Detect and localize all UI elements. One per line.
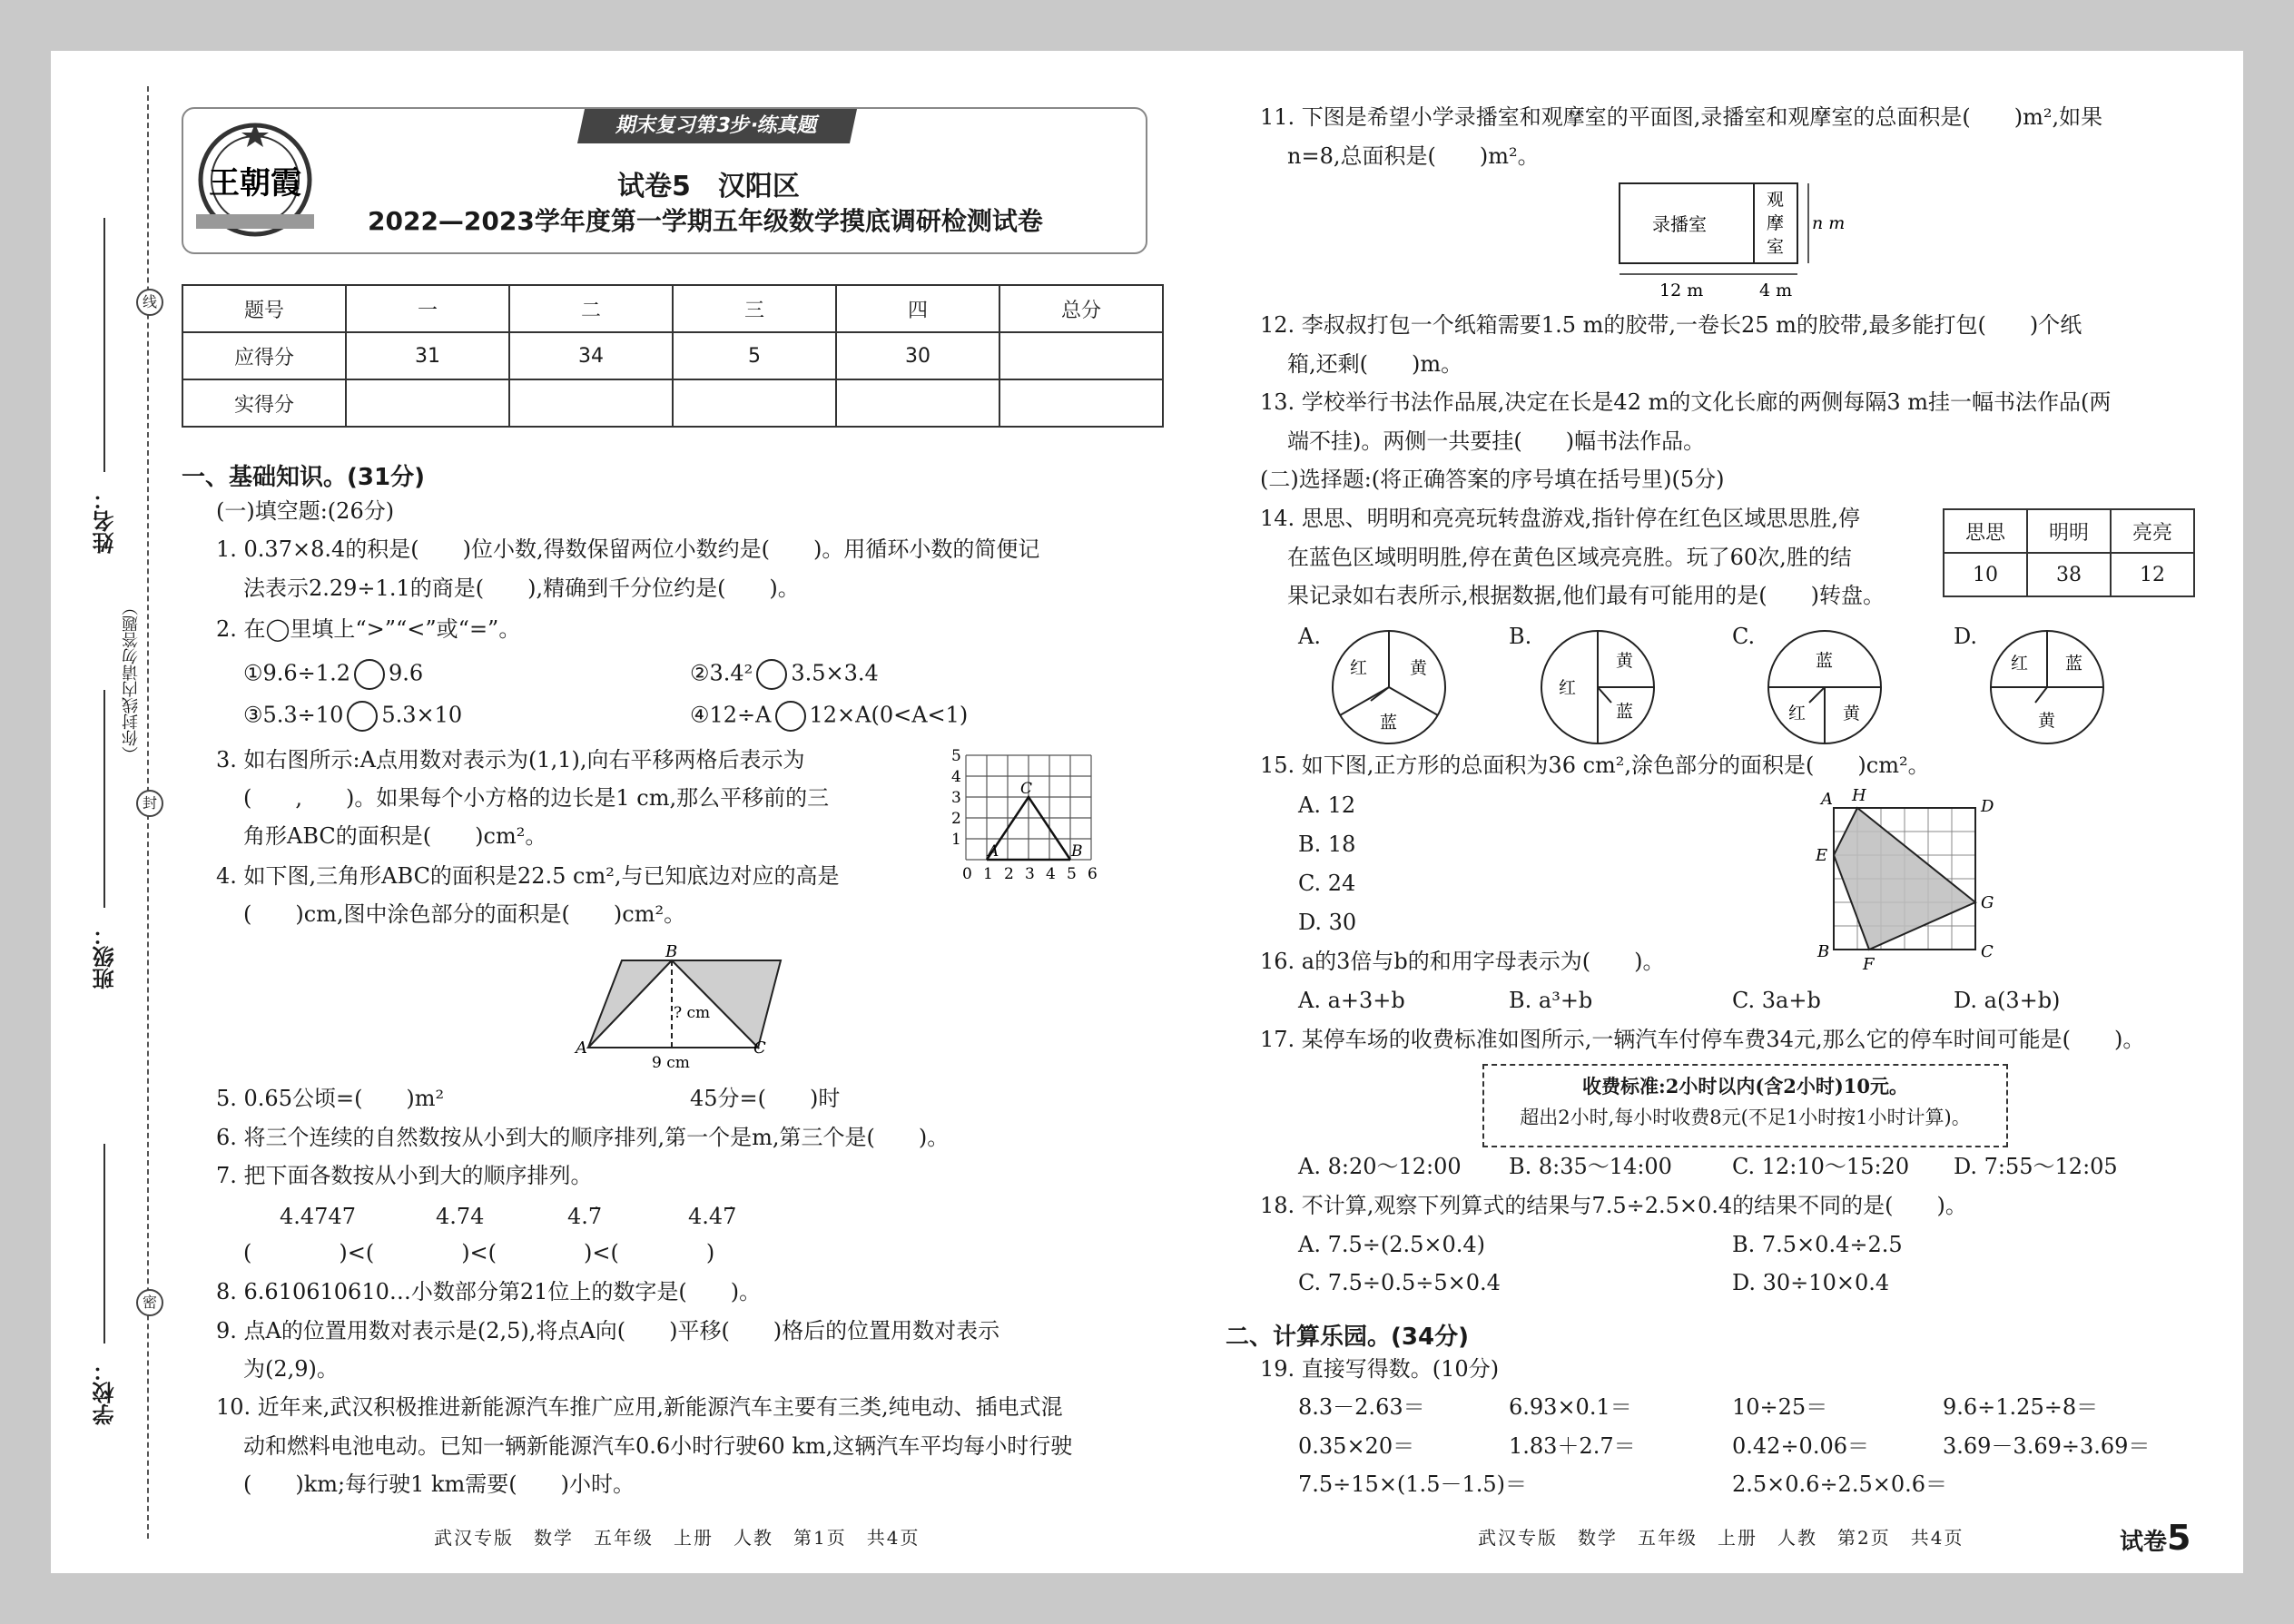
tri-base: 9 cm [652,1054,690,1072]
score-cell: 5 [673,332,836,379]
sq-label: A [1821,790,1833,809]
fee-line-1: 收费标准:2小时以内(含2小时)10元。 [1581,1075,1909,1097]
q7-order-line[interactable]: ( )<( )<( )<( ) [243,1240,715,1265]
calc-item[interactable]: 7.5÷15×(1.5－1.5)＝ [1298,1471,1527,1497]
question-2-item4: ④12÷A 12×A(0<A<1) [690,701,968,732]
q15-option[interactable]: A. 12 [1298,792,1356,818]
q7-num: 4.7̇ [567,1204,603,1229]
spinner-label: 蓝 [1816,651,1834,671]
spinner-label: 黄 [1616,651,1634,671]
calc-item[interactable]: 10÷25＝ [1732,1394,1828,1420]
question-13-line1: 13. 学校举行书法作品展,决定在长是42 m的文化长廊的两侧每隔3 m挂一幅书法作品(两 [1260,389,2112,415]
room-label-2c: 室 [1767,237,1785,257]
result-value: 38 [2027,553,2111,596]
question-11-line2: n=8,总面积是( )m²。 [1287,143,1540,169]
x-tick: 0 [962,865,972,882]
y-tick: 1 [951,831,961,849]
compare-circle[interactable] [347,701,378,732]
room-label: 录播室 [1652,213,1707,235]
spinner-label: 蓝 [1380,713,1398,733]
q16-option[interactable]: A. a+3+b [1298,988,1405,1013]
grid-figure [944,746,1108,882]
y-tick: 2 [951,810,961,828]
paper-tag: 试卷5 [2120,1518,2191,1558]
question-12-line1: 12. 李叔叔打包一个纸箱需要1.5 m的胶带,一卷长25 m的胶带,最多能打包( )个纸 [1260,312,2082,338]
question-19: 19. 直接写得数。(10分) [1260,1356,1500,1382]
x-tick: 3 [1025,865,1035,882]
q15-option[interactable]: D. 30 [1298,910,1357,935]
fee-line-2: 超出2小时,每小时收费8元(不足1小时按1小时计算)。 [1520,1107,1971,1128]
score-input[interactable] [509,379,673,427]
q18-option[interactable]: D. 30÷10×0.4 [1732,1270,1890,1295]
result-head: 明明 [2027,509,2111,553]
score-cell: 应得分 [182,332,346,379]
school-field[interactable] [103,1144,105,1343]
question-5a: 5. 0.65公顷=( )m² [216,1086,445,1111]
compare-circle[interactable] [354,659,385,690]
result-head: 思思 [1944,509,2027,553]
question-7: 7. 把下面各数按从小到大的顺序排列。 [216,1163,593,1188]
q17-option[interactable]: A. 8:20～12:00 [1298,1154,1462,1179]
q17-option[interactable]: C. 12:10～15:20 [1732,1154,1910,1179]
exam-subtitle: 2022—2023学年度第一学期五年级数学摸底调研检测试卷 [368,206,1043,236]
footer-left: 武汉专版 数学 五年级 上册 人教 第1页 共4页 [434,1527,921,1549]
grid-label-b: B [1071,842,1083,861]
question-6: 6. 将三个连续的自然数按从小到大的顺序排列,第一个是m,第三个是( )。 [216,1125,950,1150]
y-tick: 5 [951,747,961,765]
square-figure [1807,781,2033,980]
y-tick: 4 [951,768,961,786]
question-1-line2: 法表示2.29÷1.1的商是( ),精确到千分位约是( )。 [243,576,800,601]
seal-hint: （你封线内请勿答题） [122,599,141,763]
class-field[interactable] [103,690,105,908]
mark-secret: 密 [136,1289,163,1316]
calc-item[interactable]: 3.69－3.69÷3.69＝ [1943,1433,2151,1459]
q7-num: 4.74 [436,1204,485,1229]
question-2-item1: ①9.6÷1.2 9.6 [243,659,423,690]
option-b-label[interactable]: B. [1509,624,1532,649]
y-tick: 3 [951,789,961,807]
fee-notice [1482,1064,2008,1147]
spinner-a[interactable] [1330,628,1448,746]
question-9-line1: 9. 点A的位置用数对表示是(2,5),将点A向( )平移( )格后的位置用数对表示 [216,1318,1000,1343]
section-2-title: 二、计算乐园。(34分) [1226,1324,1469,1351]
score-cell: 二 [509,285,673,332]
sq-label: H [1852,786,1866,805]
result-head: 亮亮 [2111,509,2194,553]
question-9-line2: 为(2,9)。 [243,1356,339,1382]
step-banner: 期末复习第3步·练真题 [577,109,857,143]
mark-line: 线 [136,289,163,316]
spinner-label: 红 [1350,658,1368,678]
q18-option[interactable]: B. 7.5×0.4÷2.5 [1732,1232,1903,1257]
question-14-line1: 14. 思思、明明和亮亮玩转盘游戏,指针停在红色区域思思胜,停 [1260,506,1861,531]
x-tick: 6 [1088,865,1098,882]
question-3-line3: 角形ABC的面积是( )cm²。 [243,823,547,849]
spinner-c[interactable] [1766,628,1884,746]
score-header-row [182,285,1163,332]
score-cell [999,332,1163,379]
sq-label: F [1863,955,1875,974]
name-field[interactable] [103,218,105,472]
spinner-label: 黄 [1410,658,1428,678]
q7-num: 4.4747 [280,1204,356,1229]
grid-label-c: C [1020,780,1033,798]
score-cell: 三 [673,285,836,332]
q16-option[interactable]: B. a³+b [1509,988,1593,1013]
room-width-1: 12 m [1659,281,1704,300]
room-label-2b: 摩 [1767,213,1785,233]
question-4-line1: 4. 如下图,三角形ABC的面积是22.5 cm²,与已知底边对应的高是 [216,863,840,889]
spinner-label: 黄 [2038,711,2056,731]
subsection-choice: (二)选择题:(将正确答案的序号填在括号里)(5分) [1260,467,1725,492]
logo-text: 王朝霞 [209,165,301,202]
question-2-item2: ②3.4² 3.5×3.4 [690,659,879,690]
question-3-line1: 3. 如右图所示:A点用数对表示为(1,1),向右平移两格后表示为 [216,747,805,773]
question-4-line2: ( )cm,图中涂色部分的面积是( )cm²。 [243,901,686,927]
question-15: 15. 如下图,正方形的总面积为36 cm²,涂色部分的面积是( )cm²。 [1260,753,1930,778]
triangle-figure [572,940,790,1077]
q15-option[interactable]: B. 18 [1298,832,1356,857]
tri-label-a: A [576,1038,587,1058]
score-cell: 总分 [999,285,1163,332]
subsection-fill: (一)填空题:(26分) [216,498,395,524]
question-14-line2: 在蓝色区域明明胜,停在黄色区域亮亮胜。玩了60次,胜的结 [1287,545,1852,570]
q17-option[interactable]: D. 7:55～12:05 [1954,1154,2118,1179]
question-10-line1: 10. 近年来,武汉积极推进新能源汽车推广应用,新能源汽车主要有三类,纯电动、插电式混 [216,1394,1063,1420]
section-1-title: 一、基础知识。(31分) [182,464,425,491]
score-input[interactable] [999,379,1163,427]
score-input[interactable] [673,379,836,427]
tri-label-c: C [753,1038,766,1058]
sq-label: D [1981,797,1994,816]
q16-option[interactable]: C. 3a+b [1732,988,1821,1013]
question-12-line2: 箱,还剩( )m。 [1287,351,1463,377]
x-tick: 4 [1046,865,1056,882]
spinner-label: 红 [1788,704,1807,723]
question-11-line1: 11. 下图是希望小学录播室和观摩室的平面图,录播室和观摩室的总面积是( )m²,如果 [1260,104,2103,130]
exam-title: 试卷5 汉阳区 [617,171,800,202]
score-cell: 四 [836,285,999,332]
calc-item[interactable]: 8.3－2.63＝ [1298,1394,1425,1420]
question-18: 18. 不计算,观察下列算式的结果与7.5÷2.5×0.4的结果不同的是( )。 [1260,1193,1967,1218]
question-2-item3: ③5.3÷10 5.3×10 [243,701,462,732]
sq-label: G [1981,893,1994,912]
spinner-label: 蓝 [2065,654,2083,674]
score-expected-row [182,332,1163,379]
calc-item[interactable]: 9.6÷1.25÷8＝ [1943,1394,2099,1420]
q17-option[interactable]: B. 8:35～14:00 [1509,1154,1672,1179]
spinner-label: 红 [1559,678,1577,698]
name-label: 姓名： [93,488,118,554]
room-label-2a: 观 [1767,190,1785,210]
q18-option[interactable]: C. 7.5÷0.5÷5×0.4 [1298,1270,1501,1295]
spinner-label: 红 [2011,654,2029,674]
compare-circle[interactable] [756,659,787,690]
score-cell: 31 [346,332,509,379]
x-tick: 2 [1004,865,1014,882]
room-width-2: 4 m [1759,281,1793,300]
sq-label: B [1817,942,1830,961]
q16-option[interactable]: D. a(3+b) [1954,988,2061,1013]
q7-num: 4.4̇7̇ [688,1204,737,1229]
score-cell: 30 [836,332,999,379]
question-14-line3: 果记录如右表所示,根据数据,他们最有可能用的是( )转盘。 [1287,583,1885,608]
question-17: 17. 某停车场的收费标准如图所示,一辆汽车付停车费34元,那么它的停车时间可能是( )。 [1260,1027,2145,1052]
question-1-line1: 1. 0.37×8.4的积是( )位小数,得数保留两位小数约是( )。用循环小数的简便记 [216,536,1040,562]
room-height: n m [1812,213,1846,233]
score-input[interactable] [346,379,509,427]
q18-option[interactable]: A. 7.5÷(2.5×0.4) [1298,1232,1486,1257]
question-13-line2: 端不挂)。两侧一共要挂( )幅书法作品。 [1287,428,1706,454]
score-table [182,284,1164,428]
calc-item[interactable]: 1.83＋2.7＝ [1509,1433,1636,1459]
sq-label: C [1981,942,1994,961]
result-value: 12 [2111,553,2194,596]
score-cell: 一 [346,285,509,332]
question-10-line3: ( )km;每行驶1 km需要( )小时。 [243,1471,635,1497]
sq-label: E [1816,846,1828,865]
spinner-label: 蓝 [1616,702,1634,722]
option-c-label[interactable]: C. [1732,624,1756,649]
spinner-d[interactable] [1988,628,2106,746]
room-plan [1616,178,1852,305]
question-8: 8. 6.610610610…小数部分第21位上的数字是( )。 [216,1279,762,1304]
tri-label-b: B [665,942,678,961]
x-tick: 1 [983,865,993,882]
q15-option[interactable]: C. 24 [1298,871,1356,896]
score-cell: 题号 [182,285,346,332]
class-label: 班级： [93,924,118,989]
x-tick: 5 [1067,865,1077,882]
grid-label-a: A [988,842,999,861]
question-10-line2: 动和燃料电池电动。已知一辆新能源汽车0.6小时行驶60 km,这辆汽车平均每小时行驶 [243,1433,1073,1459]
spinner-label: 黄 [1843,704,1861,723]
calc-item[interactable]: 6.93×0.1＝ [1509,1394,1632,1420]
brand-logo [187,116,323,243]
footer-right: 武汉专版 数学 五年级 上册 人教 第2页 共4页 [1478,1527,1964,1549]
question-16: 16. a的3倍与b的和用字母表示为( )。 [1260,949,1665,974]
school-label: 学校： [93,1360,118,1425]
mark-seal: 封 [136,790,163,817]
question-2: 2. 在◯里填上“>”“<”或“=”。 [216,616,521,642]
option-d-label[interactable]: D. [1954,624,1978,649]
result-value: 10 [1944,553,2027,596]
calc-item[interactable]: 0.35×20＝ [1298,1433,1415,1459]
score-input[interactable] [836,379,999,427]
calc-item[interactable]: 0.42÷0.06＝ [1732,1433,1869,1459]
score-actual-row [182,379,1163,427]
result-table [1943,508,2195,597]
spinner-b[interactable] [1539,628,1657,746]
compare-circle[interactable] [775,701,806,732]
calc-item[interactable]: 2.5×0.6÷2.5×0.6＝ [1732,1471,1947,1497]
question-3-line2: ( , )。如果每个小方格的边长是1 cm,那么平移前的三 [243,785,830,811]
question-5b: 45分=( )时 [690,1086,841,1111]
tri-height: ? cm [674,1004,711,1022]
score-cell: 实得分 [182,379,346,427]
score-cell: 34 [509,332,673,379]
option-a-label[interactable]: A. [1298,624,1321,649]
